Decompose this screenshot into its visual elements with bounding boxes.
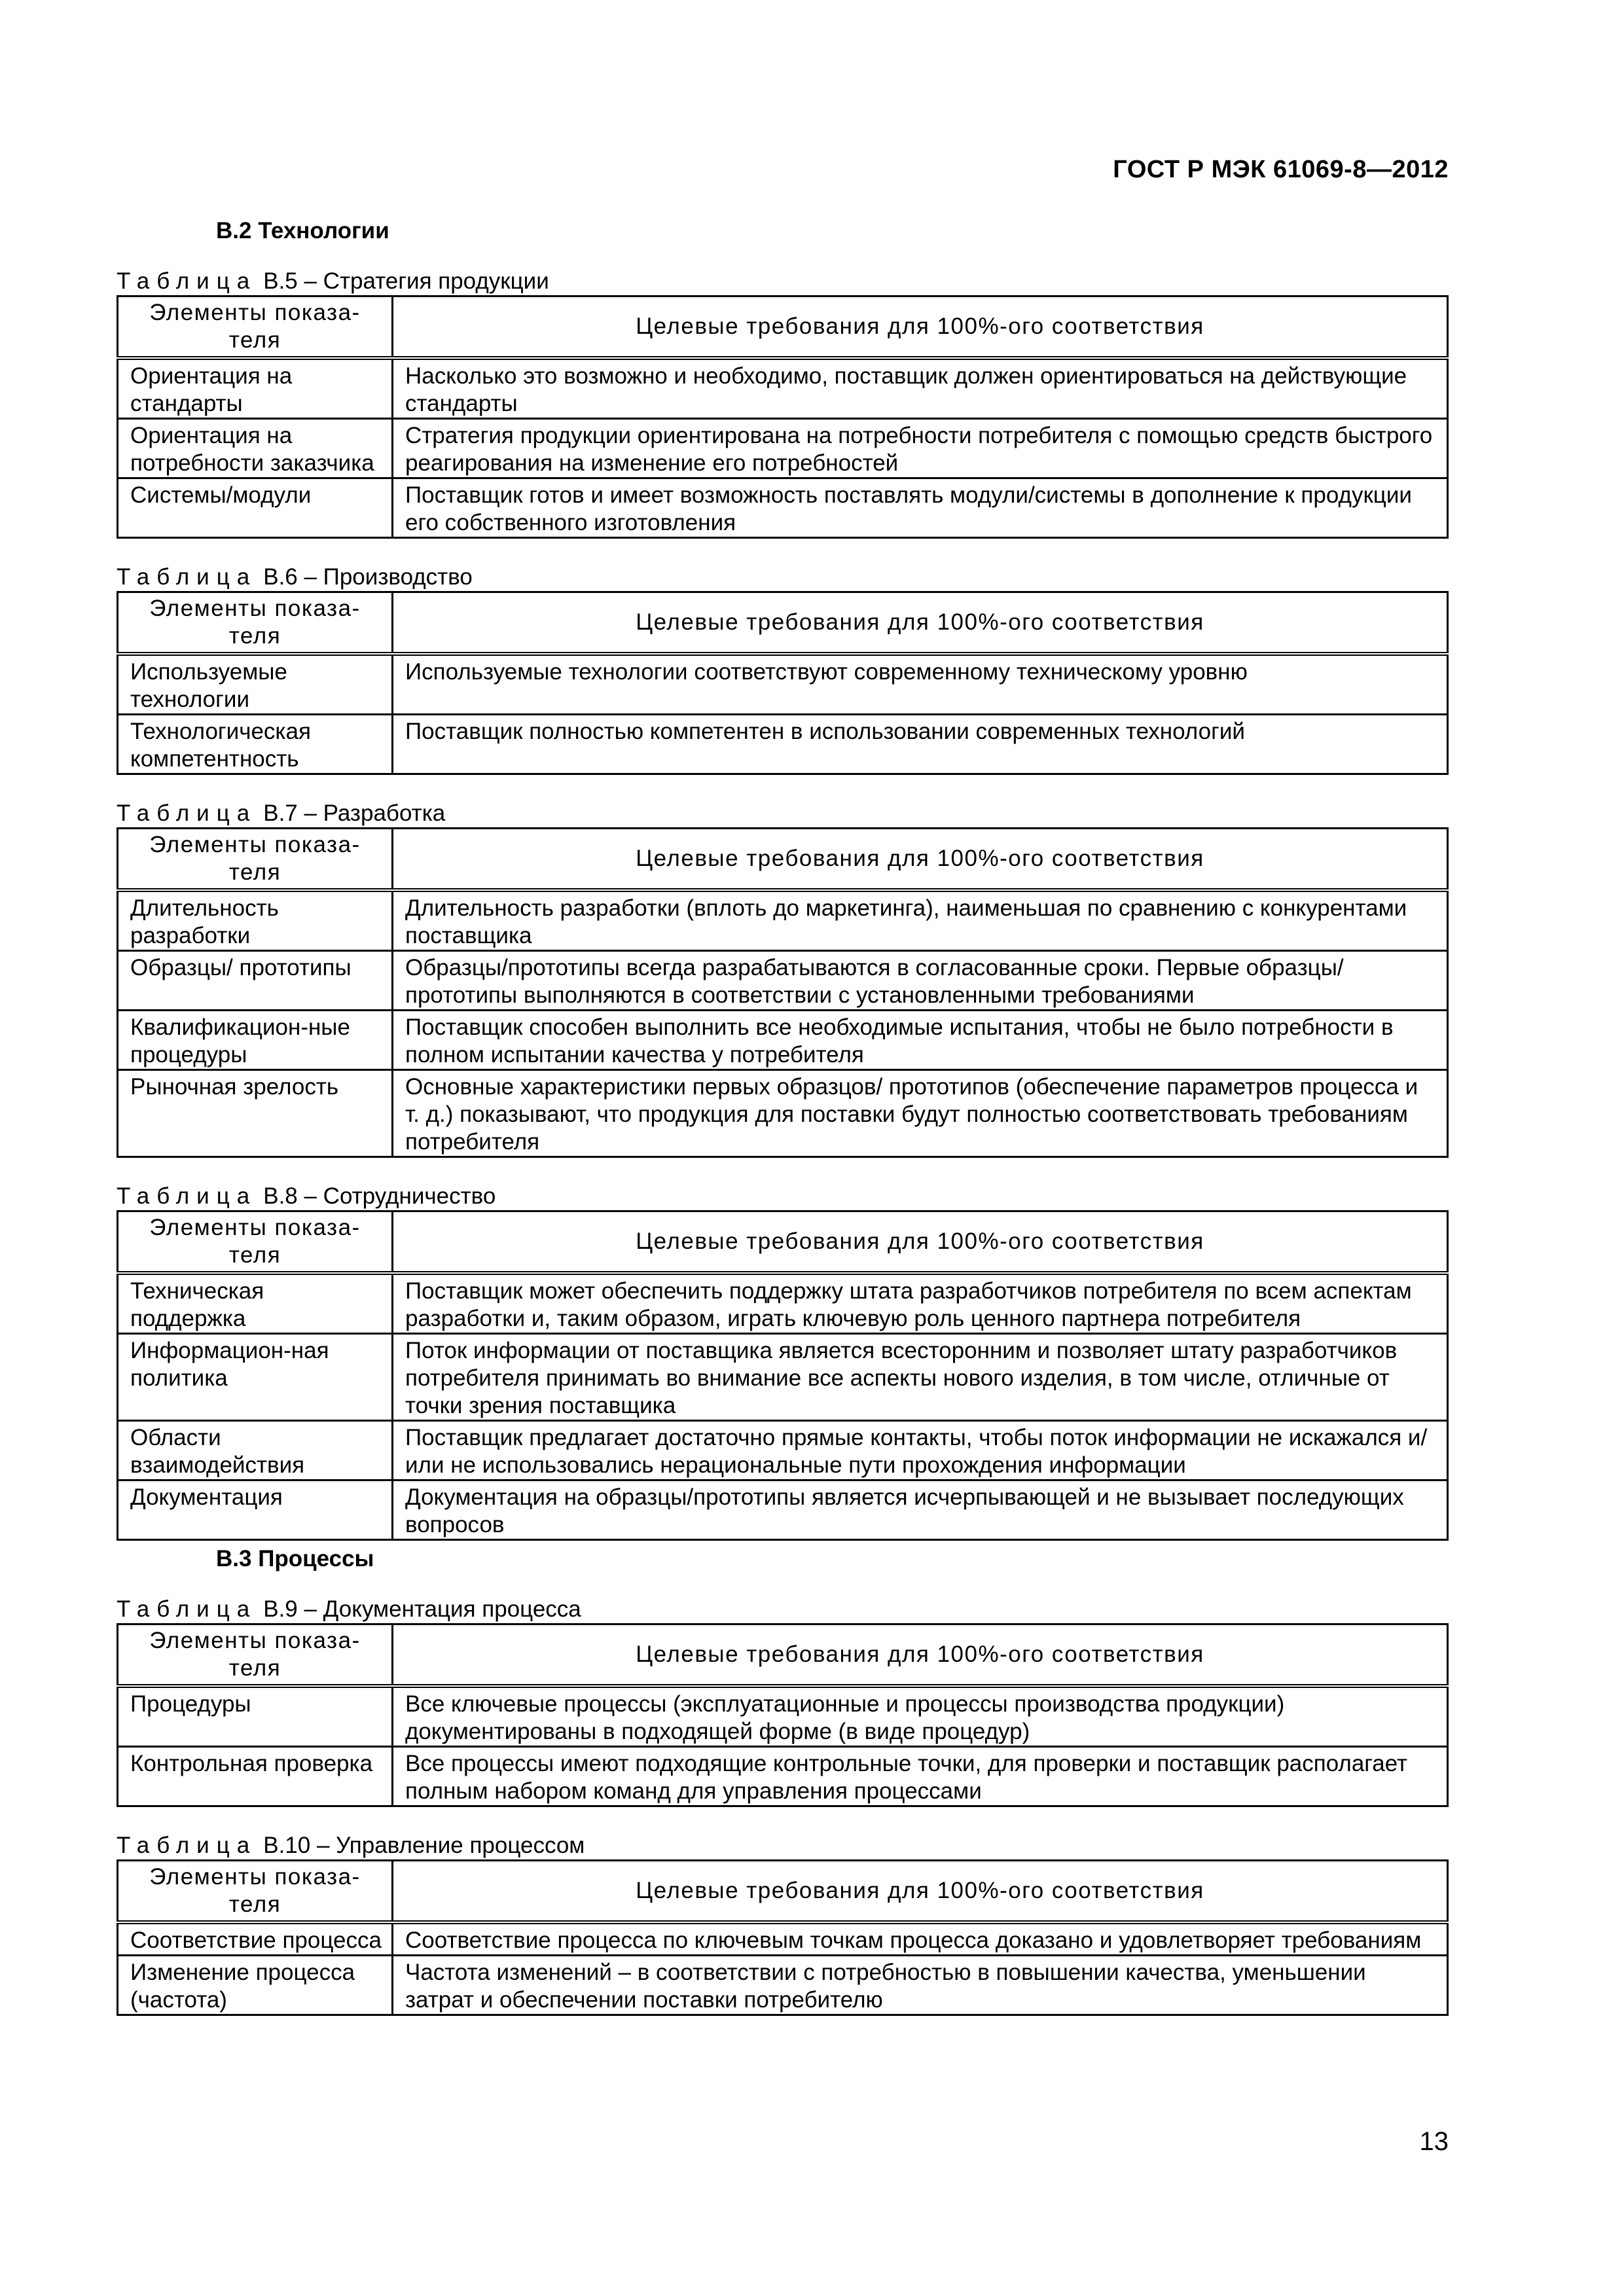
requirements-table — [117, 827, 1449, 1158]
element-cell: Процедуры — [118, 1686, 393, 1747]
requirements-table — [117, 1210, 1449, 1541]
table-row — [118, 1011, 1448, 1070]
page-number: 13 — [1419, 2127, 1449, 2156]
element-cell: Области взаимодействия — [118, 1421, 393, 1480]
requirement-cell: Длительность разработки (вплоть до маркетинга), наименьшая по сравнению с конкурентами поставщика — [393, 890, 1448, 951]
element-cell: Используемые технологии — [118, 654, 393, 715]
table-caption — [117, 562, 1449, 591]
table-row — [118, 1956, 1448, 2015]
table-caption-text: В.7 – Разработка — [263, 800, 446, 826]
section-title: В.3 Процессы — [216, 1546, 374, 1571]
column-header-elements: Элементы показа-теля — [118, 1861, 393, 1923]
table-header-row — [118, 1211, 1448, 1274]
requirements-table — [117, 1859, 1449, 2016]
requirement-cell: Частота изменений – в соответствии с потребностью в повышении качества, уменьшении затрат и обеспечении поставки потребителю — [393, 1956, 1448, 2015]
table-caption-word: Таблица — [117, 1183, 257, 1209]
table-row — [118, 1421, 1448, 1480]
element-cell: Ориентация на потребности заказчика — [118, 419, 393, 478]
table-header-row — [118, 1624, 1448, 1687]
column-header-elements: Элементы показа-теля — [118, 592, 393, 655]
table-caption-text: В.10 – Управление процессом — [263, 1833, 585, 1858]
table-row — [118, 358, 1448, 419]
element-cell: Изменение процесса (частота) — [118, 1956, 393, 2015]
table-row — [118, 654, 1448, 715]
requirement-cell: Образцы/прототипы всегда разрабатываются в согласованные сроки. Первые образцы/ прототипы выполняются в соответствии с установленными требованиями — [393, 951, 1448, 1011]
element-cell: Соответствие процесса — [118, 1922, 393, 1956]
table-row — [118, 1686, 1448, 1747]
table-caption-text: В.6 – Производство — [263, 564, 473, 590]
element-cell: Рыночная зрелость — [118, 1070, 393, 1157]
requirement-cell: Соответствие процесса по ключевым точкам процесса доказано и удовлетворяет требованиям — [393, 1922, 1448, 1956]
element-cell: Системы/модули — [118, 478, 393, 538]
requirement-cell: Используемые технологии соответствуют современному техническому уровню — [393, 654, 1448, 715]
requirements-table — [117, 295, 1449, 539]
table-header-row — [118, 592, 1448, 655]
section-title: В.2 Технологии — [216, 218, 389, 243]
requirement-cell: Все ключевые процессы (эксплуатационные и процессы производства продукции) документированы в подходящей форме (в виде процедур) — [393, 1686, 1448, 1747]
table-caption — [117, 798, 1449, 827]
table-row — [118, 1334, 1448, 1421]
table-caption — [117, 266, 1449, 295]
table-header-row — [118, 829, 1448, 891]
table-row — [118, 951, 1448, 1011]
table-row — [118, 419, 1448, 478]
table-caption-word: Таблица — [117, 564, 257, 590]
element-cell: Ориентация на стандарты — [118, 358, 393, 419]
table-row — [118, 890, 1448, 951]
requirement-cell: Насколько это возможно и необходимо, поставщик должен ориентироваться на действующие стандарты — [393, 358, 1448, 419]
table-caption — [117, 1181, 1449, 1210]
requirement-cell: Основные характеристики первых образцов/ прототипов (обеспечение параметров процесса и т. д.) показывают, что продукция для поставки будут полностью соответствовать требованиям потребителя — [393, 1070, 1448, 1157]
element-cell: Контрольная проверка — [118, 1747, 393, 1806]
column-header-requirements: Целевые требования для 100%-ого соответствия — [393, 1211, 1448, 1274]
table-caption — [117, 1594, 1449, 1623]
table-row — [118, 1480, 1448, 1540]
column-header-elements: Элементы показа-теля — [118, 296, 393, 359]
requirement-cell: Поставщик готов и имеет возможность поставлять модули/системы в дополнение к продукции его собственного изготовления — [393, 478, 1448, 538]
column-header-requirements: Целевые требования для 100%-ого соответствия — [393, 1861, 1448, 1923]
table-caption-text: В.8 – Сотрудничество — [263, 1183, 496, 1209]
element-cell: Технологическая компетентность — [118, 715, 393, 774]
table-row — [118, 715, 1448, 774]
element-cell: Документация — [118, 1480, 393, 1540]
table-caption-word: Таблица — [117, 1596, 257, 1622]
element-cell: Квалификацион-ные процедуры — [118, 1011, 393, 1070]
requirement-cell: Поставщик полностью компетентен в использовании современных технологий — [393, 715, 1448, 774]
table-header-row — [118, 1861, 1448, 1923]
column-header-elements: Элементы показа-теля — [118, 1211, 393, 1274]
table-caption-word: Таблица — [117, 1833, 257, 1858]
requirement-cell: Все процессы имеют подходящие контрольные точки, для проверки и поставщик располагает полным набором команд для управления процессами — [393, 1747, 1448, 1806]
requirements-table — [117, 591, 1449, 775]
element-cell: Образцы/ прототипы — [118, 951, 393, 1011]
requirement-cell: Стратегия продукции ориентирована на потребности потребителя с помощью средств быстрого реагирования на изменение его потребностей — [393, 419, 1448, 478]
table-caption-word: Таблица — [117, 268, 257, 294]
requirement-cell: Поставщик может обеспечить поддержку штата разработчиков потребителя по всем аспектам разработки и, таким образом, играть ключевую роль ценного партнера потребителя — [393, 1273, 1448, 1334]
requirement-cell: Поставщик предлагает достаточно прямые контакты, чтобы поток информации не искажался и/или не использовались нерациональные пути прохождения информации — [393, 1421, 1448, 1480]
column-header-requirements: Целевые требования для 100%-ого соответствия — [393, 1624, 1448, 1687]
column-header-requirements: Целевые требования для 100%-ого соответствия — [393, 829, 1448, 891]
table-caption — [117, 1831, 1449, 1859]
document-body — [117, 213, 1449, 2016]
column-header-elements: Элементы показа-теля — [118, 1624, 393, 1687]
table-row — [118, 1747, 1448, 1806]
requirement-cell: Поток информации от поставщика является всесторонним и позволяет штату разработчиков потребителя принимать во внимание все аспекты нового изделия, в том числе, отличные от точки зрения поставщика — [393, 1334, 1448, 1421]
requirement-cell: Документация на образцы/прототипы является исчерпывающей и не вызывает последующих вопросов — [393, 1480, 1448, 1540]
table-caption-text: В.9 – Документация процесса — [263, 1596, 581, 1622]
element-cell: Длительность разработки — [118, 890, 393, 951]
table-row — [118, 1922, 1448, 1956]
table-header-row — [118, 296, 1448, 359]
table-row — [118, 1273, 1448, 1334]
column-header-requirements: Целевые требования для 100%-ого соответствия — [393, 592, 1448, 655]
document-standard-header: ГОСТ Р МЭК 61069-8—2012 — [1113, 156, 1449, 183]
column-header-elements: Элементы показа-теля — [118, 829, 393, 891]
requirement-cell: Поставщик способен выполнить все необходимые испытания, чтобы не было потребности в полном испытании качества у потребителя — [393, 1011, 1448, 1070]
element-cell: Техническая поддержка — [118, 1273, 393, 1334]
element-cell: Информацион-ная политика — [118, 1334, 393, 1421]
requirements-table — [117, 1623, 1449, 1807]
table-row — [118, 478, 1448, 538]
table-caption-word: Таблица — [117, 800, 257, 826]
table-row — [118, 1070, 1448, 1157]
table-caption-text: В.5 – Стратегия продукции — [263, 268, 549, 294]
column-header-requirements: Целевые требования для 100%-ого соответствия — [393, 296, 1448, 359]
